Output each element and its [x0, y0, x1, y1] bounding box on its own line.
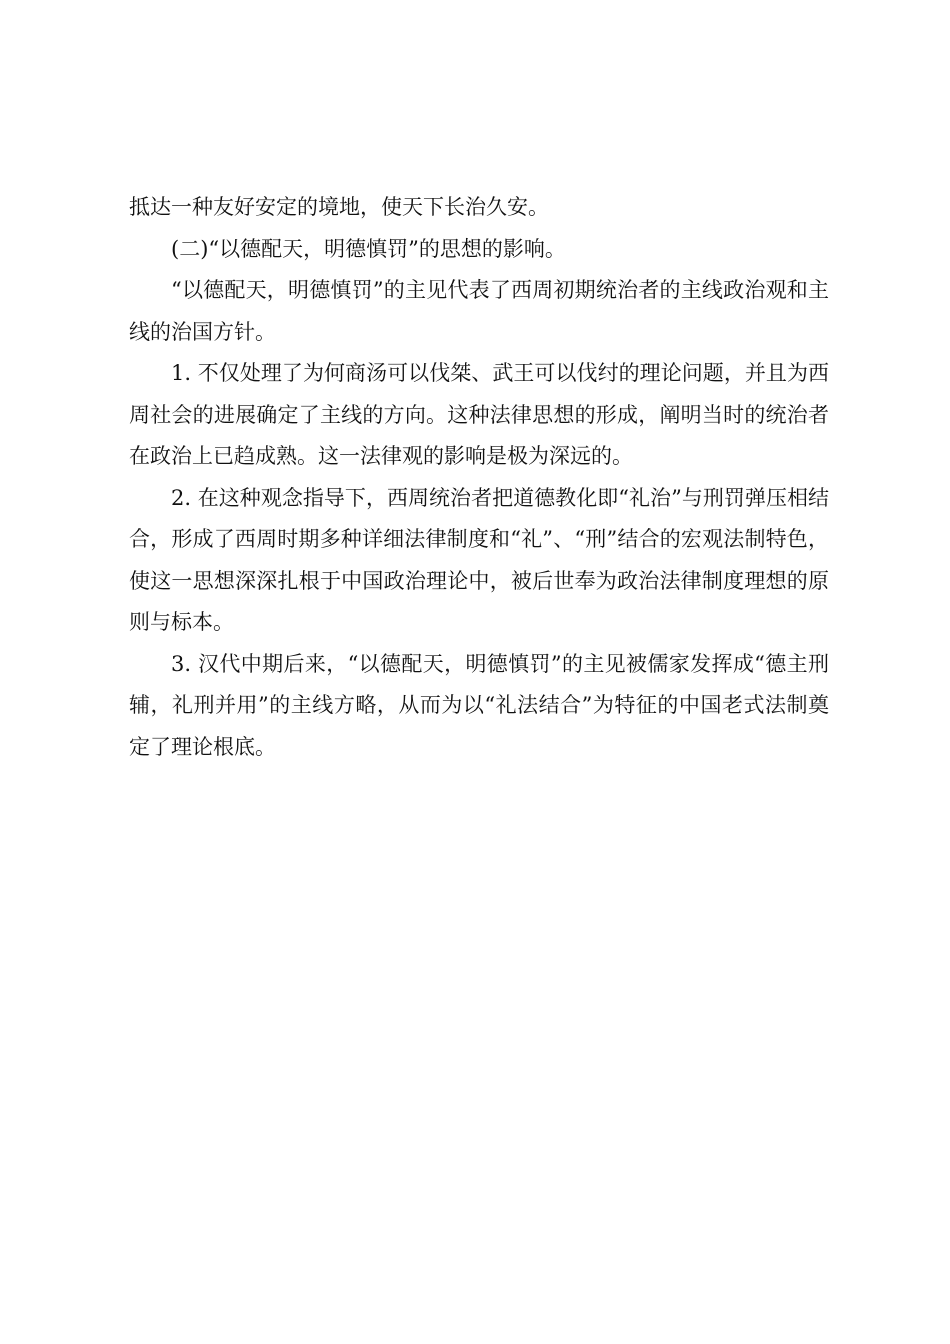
paragraph-point-2: 2. 在这种观念指导下，西周统治者把道德教化即“礼治”与刑罚弹压相结合，形成了西周时期多种详细法律制度和“礼”、“刑”结合的宏观法制特色，使这一思想深深扎根于中国政治理论中，被后世奉为政治法律制度理想的原则与标本。	[129, 485, 829, 634]
document-body	[129, 187, 829, 768]
paragraph-continuation: 抵达一种友好安定的境地，使天下长治久安。	[129, 195, 549, 219]
section-heading: (二)“以德配天，明德慎罚”的思想的影响。	[171, 236, 566, 261]
paragraph-intro: “以德配天，明德慎罚”的主见代表了西周初期统治者的主线政治观和主线的治国方针。	[129, 278, 829, 344]
paragraph-point-1: 1. 不仅处理了为何商汤可以伐桀、武王可以伐纣的理论问题，并且为西周社会的进展确定了主线的方向。这种法律思想的形成，阐明当时的统治者在政治上已趋成熟。这一法律观的影响是极为深远的。	[129, 361, 829, 468]
paragraph-point-3: 3. 汉代中期后来，“以德配天，明德慎罚”的主见被儒家发挥成“德主刑辅，礼刑并用”的主线方略，从而为以“礼法结合”为特征的中国老式法制奠定了理论根底。	[129, 651, 829, 759]
